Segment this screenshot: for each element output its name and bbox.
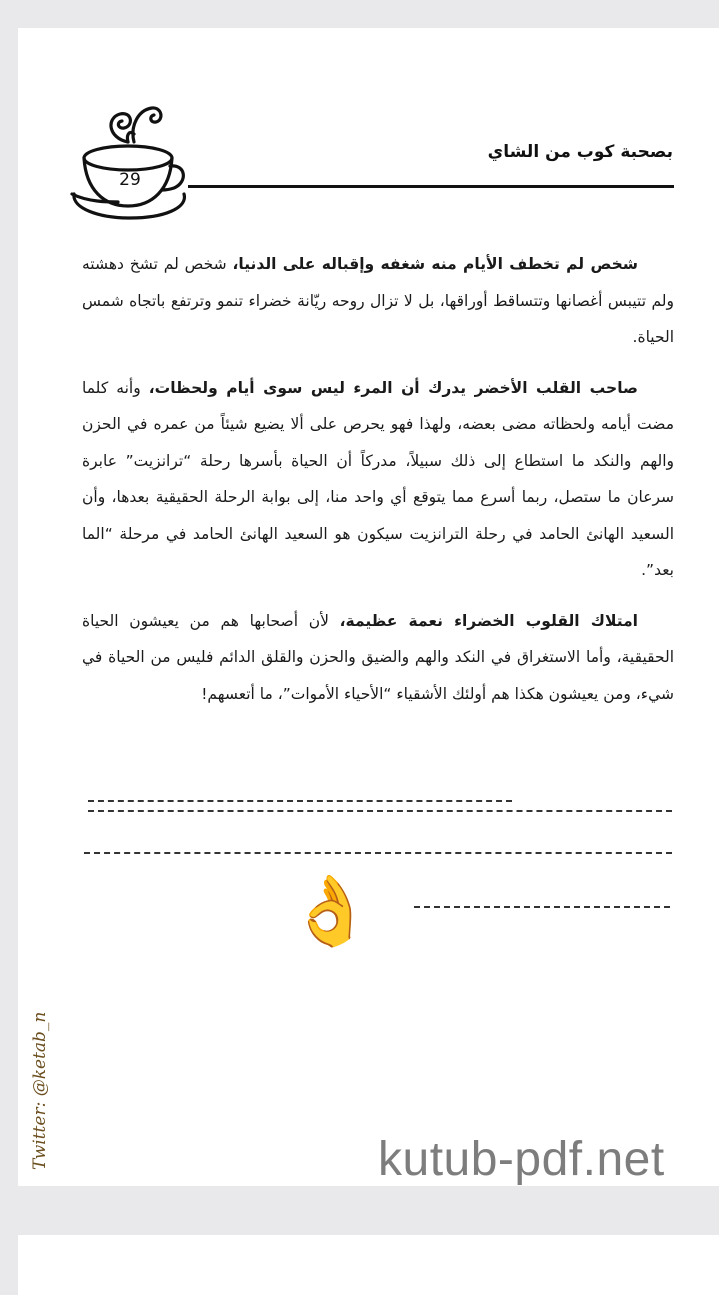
tea-cup-icon <box>68 90 193 225</box>
paragraph-2-text: وأنه كلما مضت أيامه ولحظاته مضى بعضه، ولهذا فهو يحرص على ألا يضيع شيئاً من عمره في الحزن والهم والنكد ما استطاع إلى ذلك سبيلاً، مدركاً أن الحياة بأسرها رحلة “ترانزيت” عابرة سرعان ما ستصل، ربما أسرع مما يتوقع أي واحد منا، إلى بوابة الرحلة الحقيقية بعدها، وأن السعيد الهانئ الحامد في رحلة الترانزيت سيكون هو السعيد الهانئ الحامد في مرحلة “الما بعد”. <box>82 378 674 579</box>
underline-3 <box>88 810 672 812</box>
paragraph-1 <box>82 246 674 356</box>
paragraph-3 <box>82 603 674 713</box>
twitter-handle: Twitter: @ketab_n <box>30 1011 50 1170</box>
page-number: 29 <box>119 170 141 190</box>
paragraph-3-lead: امتلاك القلوب الخضراء نعمة عظيمة، <box>339 611 639 630</box>
body-text <box>82 246 674 726</box>
paragraph-3-text: لأن أصحابها هم من يعيشون الحياة الحقيقية، وأما الاستغراق في النكد والهم والضيق والحزن والقلق الدائم فليس من الحياة في شيء، ومن يعيشون هكذا هم أولئك الأشقياء “الأحياء الأموات”، ما أتعسهم! <box>82 611 674 703</box>
watermark: kutub-pdf.net <box>378 1133 665 1186</box>
underline-1 <box>88 800 512 802</box>
chapter-title: بصحبة كوب من الشاي <box>487 142 673 162</box>
ok-hand-emoji: 👌 <box>288 872 373 951</box>
underline-4 <box>84 852 672 854</box>
paragraph-1-text: شخص لم تشخ دهشته ولم تتيبس أغصانها وتتساقط أوراقها، بل لا تزال روحه ريّانة خضراء تنمو وترتفع باتجاه شمس الحياة. <box>82 255 674 346</box>
paragraph-1-lead: شخص لم تخطف الأيام منه شغفه وإقباله على الدنيا، <box>232 255 638 273</box>
paragraph-2 <box>82 370 674 589</box>
paragraph-2-lead: صاحب القلب الأخضر يدرك أن المرء ليس سوى أيام ولحظات، <box>148 378 638 397</box>
underline-5 <box>414 906 670 908</box>
header-rule <box>188 185 674 188</box>
next-book-page <box>18 1235 719 1295</box>
